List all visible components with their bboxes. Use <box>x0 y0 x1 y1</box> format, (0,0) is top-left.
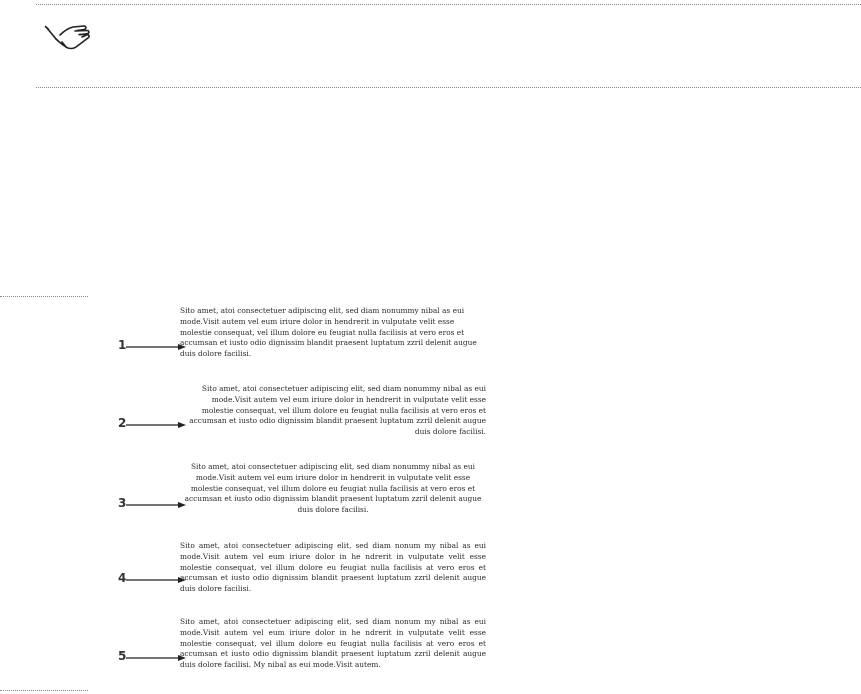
sample-paragraph: Sito amet, atoi consectetuer adipiscing elit, sed diam nonummy nibal as eui mode.Visit autem vel eum iriure dolor in hendrerit in vulputate velit esse molestie consequat, vel illum dolore eu feugiat nulla facilisis at vero eros et accumsan et iusto odio dignissim blandit praesent luptatum zzril delenit augue duis dolore facilisi. <box>189 384 486 437</box>
callout-number: 2 <box>118 416 127 430</box>
writing-hand-icon <box>44 22 96 52</box>
sample-paragraph: Sito amet, atoi consectetuer adipiscing elit, sed diam nonum my nibal as eui mode.Visit autem vel eum iriure dolor in he ndrerit in vulputate velit esse molestie consequat, vel illum dolore eu feugiat nulla facilisis at vero eros et accumsan et iusto odio dignissim blandit praesent luptatum zzril delenit augue duis dolore facilisi. My nibal as eui mode.Visit autem. <box>180 617 486 670</box>
callout-arrow <box>126 342 186 352</box>
alignment-example-right <box>112 384 492 460</box>
sample-paragraph: Sito amet, atoi consectetuer adipiscing elit, sed diam nonummy nibal as eui mode.Visit autem vel eum iriure dolor in hendrerit in vulputate velit esse molestie consequat, vel illum dolore eu feugiat nulla facilisis at vero eros et accumsan et iusto odio dignissim blandit praesent luptatum zzril delenit augue duis dolore facilisi. <box>184 462 482 515</box>
alignment-example-justify <box>112 541 492 613</box>
callout-arrow <box>126 653 186 663</box>
margin-divider-bottom <box>0 690 88 691</box>
alignment-example-left <box>112 306 492 380</box>
callout-arrow <box>126 500 186 510</box>
alignment-example-center <box>112 462 492 538</box>
callout-number: 4 <box>118 571 127 585</box>
alignment-example-force-justify <box>112 617 492 693</box>
callout-number: 1 <box>118 338 127 352</box>
callout-number: 5 <box>118 649 127 663</box>
callout-arrow <box>126 575 186 585</box>
callout-arrow <box>126 420 186 430</box>
margin-divider-top <box>0 296 88 297</box>
sample-paragraph: Sito amet, atoi consectetuer adipiscing elit, sed diam nonum my nibal as eui mode.Visit autem vel eum iriure dolor in he ndrerit in vulputate velit esse molestie consequat, vel illum dolore eu feugiat nulla facilisis at vero eros et accumsan et iusto odio dignissim blandit praesent luptatum zzril delenit augue duis dolore facilisi. <box>180 541 486 594</box>
sample-paragraph: Sito amet, atoi consectetuer adipiscing elit, sed diam nonummy nibal as eui mode.Visit autem vel eum iriure dolor in hendrerit in vulputate velit esse molestie consequat, vel illum dolore eu feugiat nulla facilisis at vero eros et accumsan et iusto odio dignissim blandit praesent luptatum zzril delenit augue duis dolore facilisi. <box>180 306 477 359</box>
callout-number: 3 <box>118 496 127 510</box>
note-top-divider <box>36 4 861 5</box>
note-bottom-divider <box>36 87 861 88</box>
